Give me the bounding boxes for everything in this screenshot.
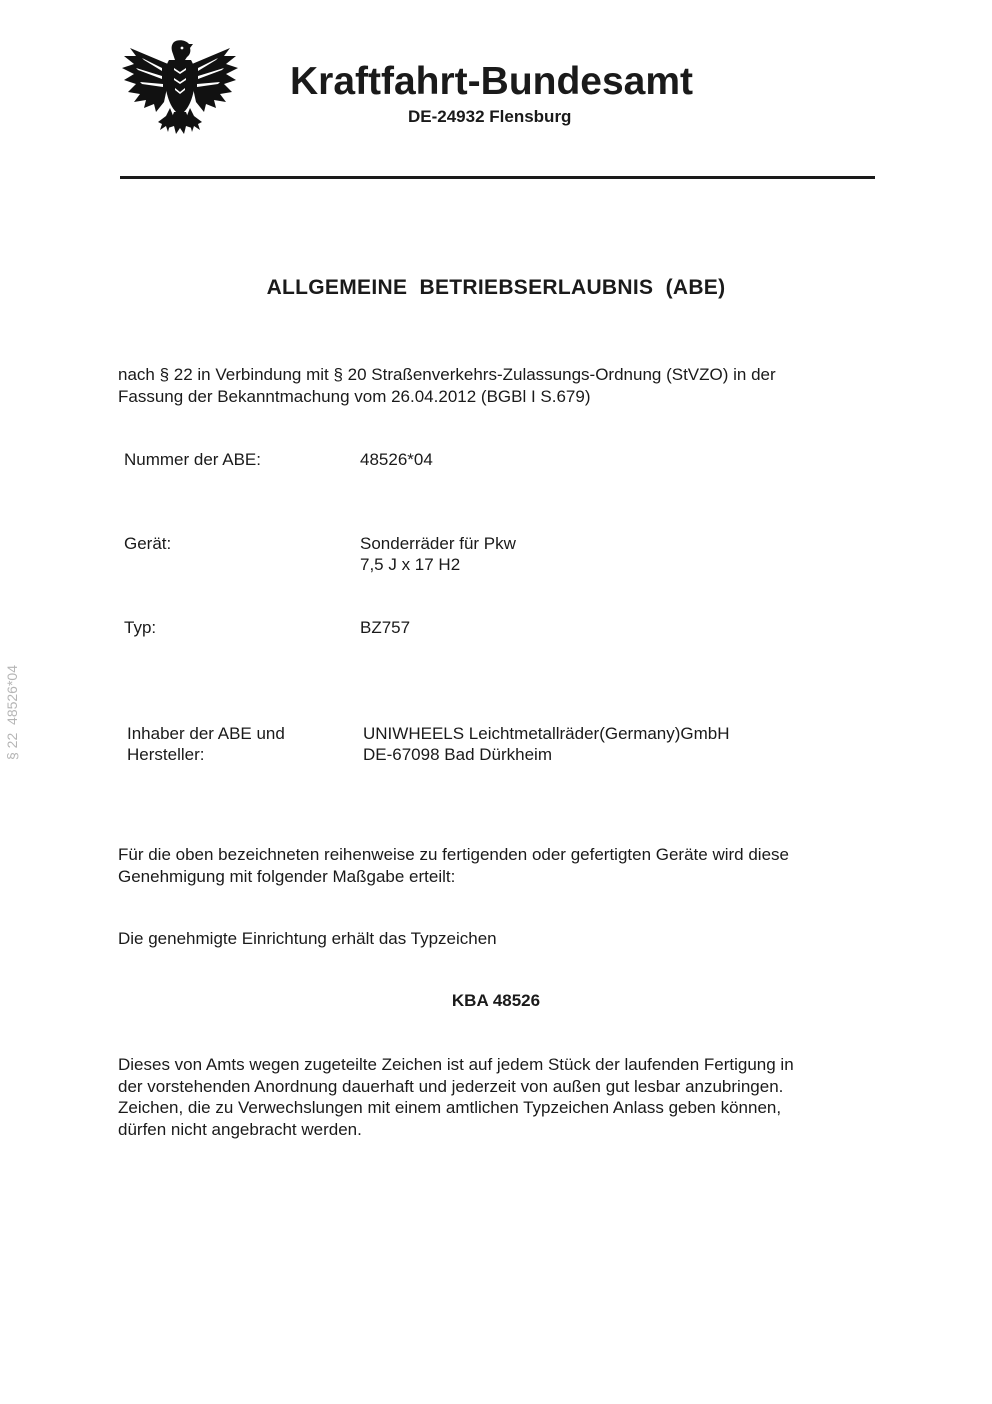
approval-intro-line: Für die oben bezeichneten reihenweise zu fertigenden oder gefertigten Geräte wird diese <box>118 845 789 864</box>
authority-name: Kraftfahrt-Bundesamt <box>290 60 694 103</box>
legal-basis-line: nach § 22 in Verbindung mit § 20 Straßenverkehrs-Zulassungs-Ordnung (StVZO) in der <box>118 365 776 384</box>
abe-number-value: 48526*04 <box>360 450 433 469</box>
legal-basis-line: Fassung der Bekanntmachung vom 26.04.2012 (BGBl I S.679) <box>118 386 591 406</box>
abe-number-label: Nummer der ABE: <box>124 450 261 469</box>
legal-basis <box>118 364 878 407</box>
federal-eagle-icon <box>122 38 238 142</box>
device-value-line: Sonderräder für Pkw <box>360 534 516 553</box>
holder-label <box>127 723 285 765</box>
type-value: BZ757 <box>360 618 411 637</box>
marking-line: der vorstehenden Anordnung dauerhaft und jederzeit von außen gut lesbar anzubringen. <box>118 1076 784 1096</box>
holder-label-line: Hersteller: <box>127 745 205 764</box>
marking-line: dürfen nicht angebracht werden. <box>118 1119 362 1139</box>
marking-line: Zeichen, die zu Verwechslungen mit einem amtlichen Typzeichen Anlass geben können, <box>118 1098 782 1117</box>
approval-intro-line: Genehmigung mit folgender Maßgabe erteilt: <box>118 866 456 886</box>
approval-intro <box>118 844 878 887</box>
authority-address: DE-24932 Flensburg <box>408 107 572 126</box>
holder-name: UNIWHEELS Leichtmetallräder(Germany)GmbH <box>363 724 730 743</box>
holder-label-line: Inhaber der ABE und <box>127 724 285 743</box>
side-reference: § 22 48526*04 <box>4 665 20 760</box>
device-value-line: 7,5 J x 17 H2 <box>360 555 461 574</box>
header-divider <box>120 176 875 179</box>
device-value <box>360 533 516 575</box>
marking-line: Dieses von Amts wegen zugeteilte Zeichen ist auf jedem Stück der laufenden Fertigung in <box>118 1055 794 1074</box>
type-mark-intro: Die genehmigte Einrichtung erhält das Typzeichen <box>118 929 497 948</box>
document-title: ALLGEMEINE BETRIEBSERLAUBNIS (ABE) <box>266 276 726 299</box>
type-label: Typ: <box>124 618 157 637</box>
holder-value <box>363 723 730 765</box>
holder-address: DE-67098 Bad Dürkheim <box>363 745 552 764</box>
marking-requirements <box>118 1054 878 1140</box>
device-label: Gerät: <box>124 534 172 553</box>
kba-type-mark: KBA 48526 <box>451 991 541 1010</box>
